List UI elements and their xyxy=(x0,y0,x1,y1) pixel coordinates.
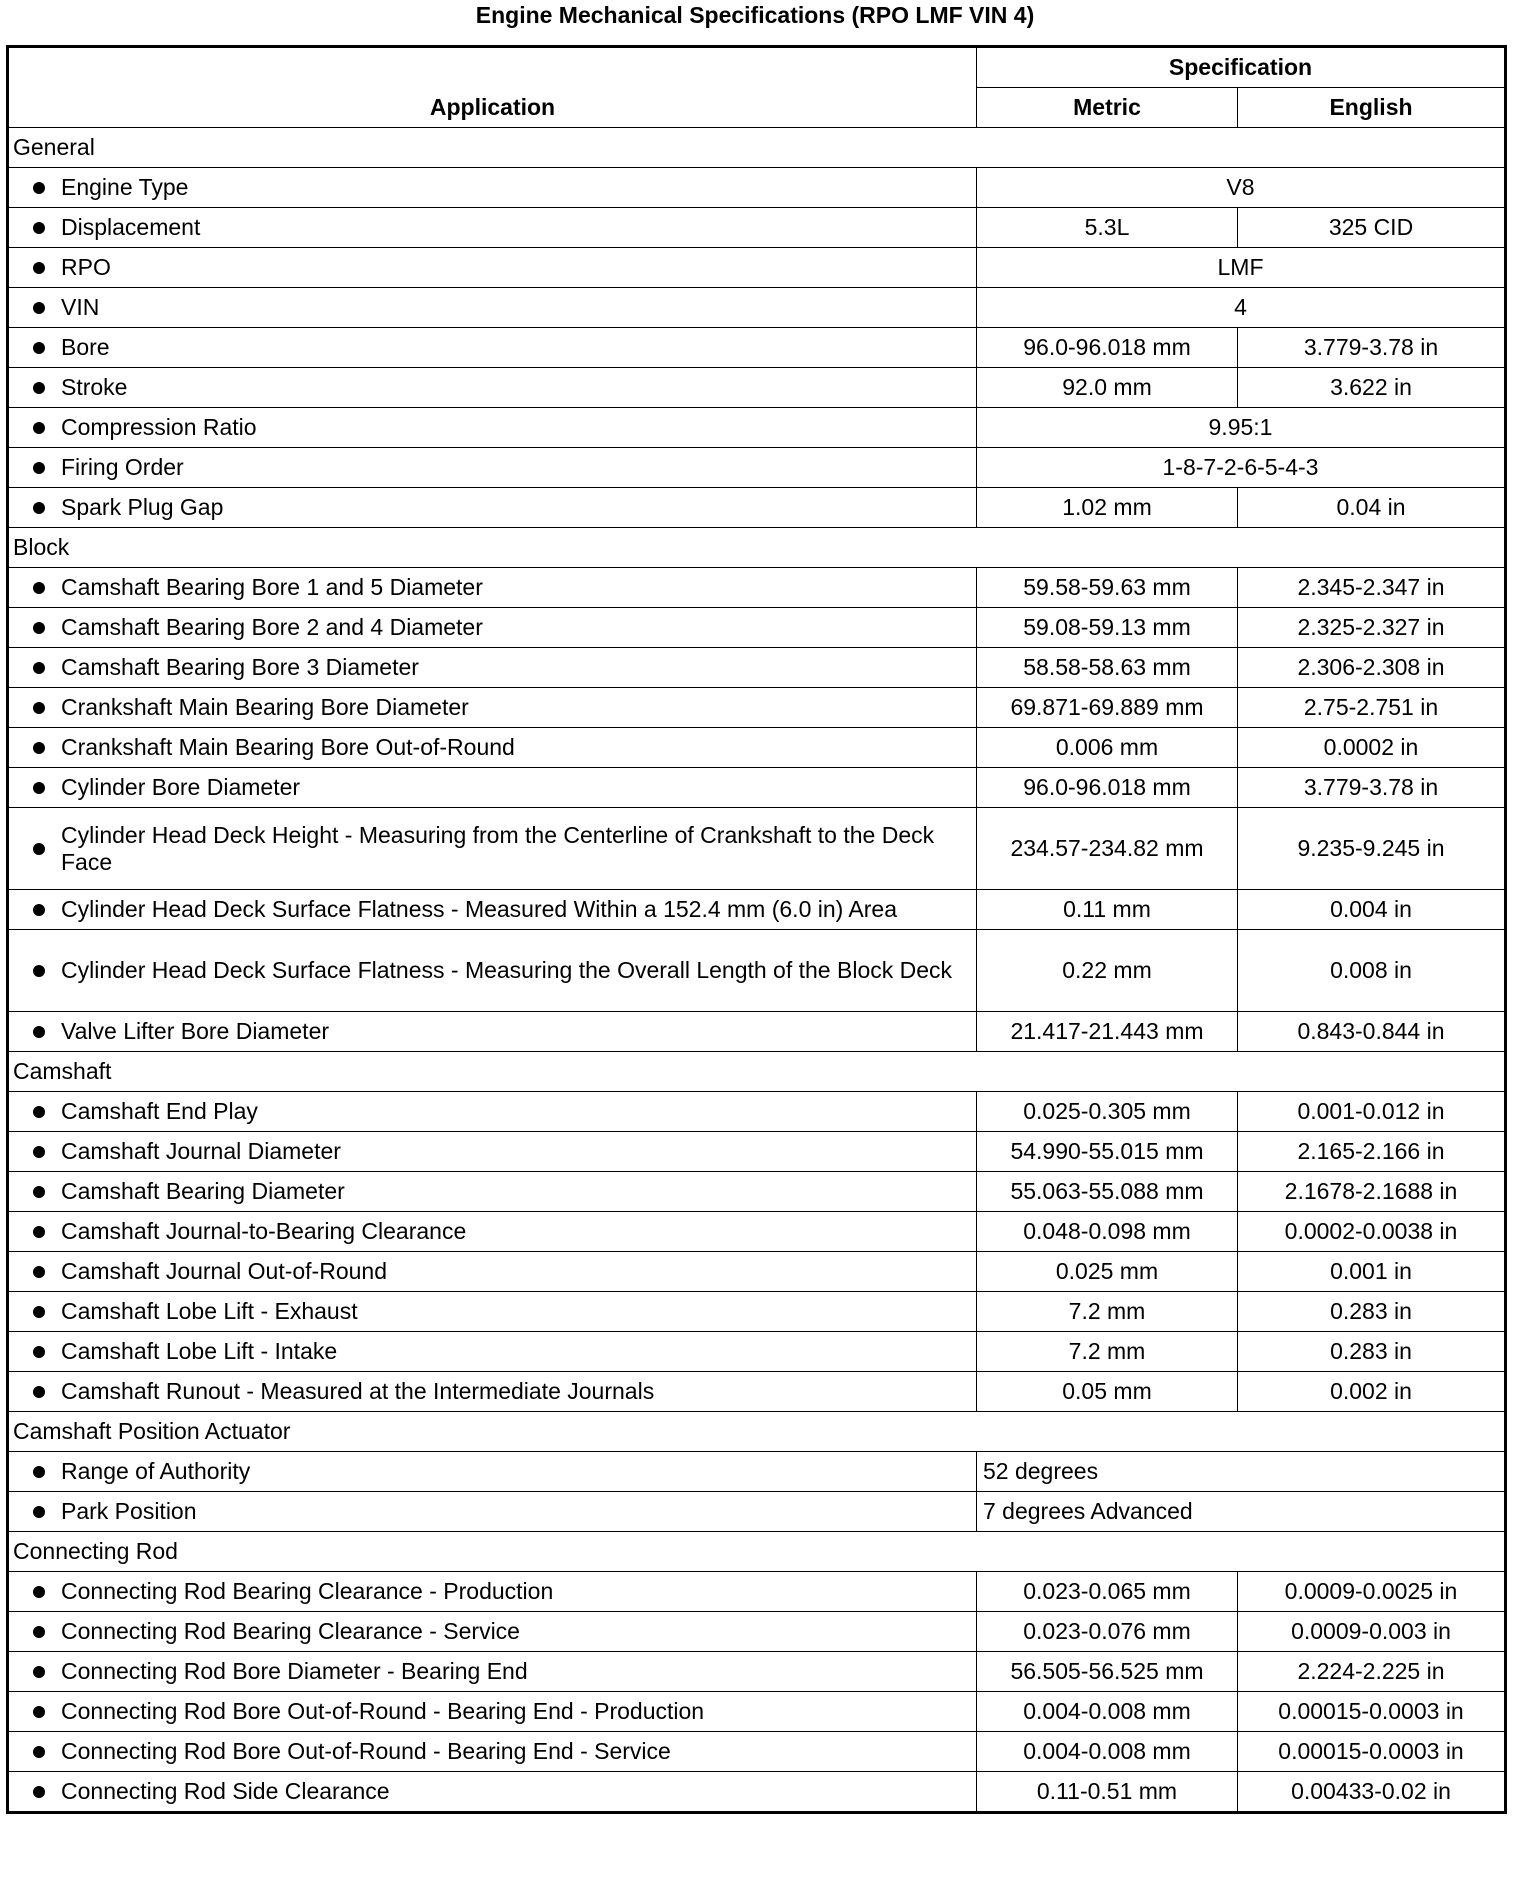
application-label: Camshaft Runout - Measured at the Intermediate Journals xyxy=(61,1378,655,1404)
english-value: 0.0009-0.003 in xyxy=(1238,1612,1506,1652)
application-cell xyxy=(8,1652,977,1692)
metric-value: 21.417-21.443 mm xyxy=(977,1012,1238,1052)
application-label: Stroke xyxy=(61,374,128,400)
table-row xyxy=(8,1492,1506,1532)
application-cell xyxy=(8,608,977,648)
bullet-icon xyxy=(33,462,45,474)
english-value: 0.00433-0.02 in xyxy=(1238,1772,1506,1813)
bullet-icon xyxy=(33,222,45,234)
metric-value: 7.2 mm xyxy=(977,1292,1238,1332)
bullet-icon xyxy=(33,1786,45,1798)
table-row xyxy=(8,488,1506,528)
application-label: Camshaft Lobe Lift - Intake xyxy=(61,1338,338,1364)
english-value: 0.00015-0.0003 in xyxy=(1238,1732,1506,1772)
application-label: Connecting Rod Side Clearance xyxy=(61,1778,390,1804)
table-row xyxy=(8,930,1506,1012)
application-cell xyxy=(8,448,977,488)
english-value: 2.345-2.347 in xyxy=(1238,568,1506,608)
application-cell xyxy=(8,288,977,328)
table-row xyxy=(8,688,1506,728)
table-row xyxy=(8,1252,1506,1292)
application-cell xyxy=(8,368,977,408)
english-value: 2.224-2.225 in xyxy=(1238,1652,1506,1692)
table-row xyxy=(8,208,1506,248)
metric-value: 0.22 mm xyxy=(977,930,1238,1012)
bullet-icon xyxy=(33,1666,45,1678)
table-row xyxy=(8,368,1506,408)
specifications-table xyxy=(6,45,1507,1814)
bullet-icon xyxy=(33,502,45,514)
application-cell xyxy=(8,1692,977,1732)
application-cell xyxy=(8,328,977,368)
section-row xyxy=(8,1532,1506,1572)
english-value: 0.283 in xyxy=(1238,1292,1506,1332)
application-cell xyxy=(8,1092,977,1132)
section-title: Camshaft Position Actuator xyxy=(8,1412,1506,1452)
specification-value: 1-8-7-2-6-5-4-3 xyxy=(977,448,1506,488)
metric-value: 0.025-0.305 mm xyxy=(977,1092,1238,1132)
bullet-icon xyxy=(33,1706,45,1718)
bullet-icon xyxy=(33,302,45,314)
table-row xyxy=(8,608,1506,648)
application-cell xyxy=(8,808,977,890)
application-label: Spark Plug Gap xyxy=(61,494,224,520)
metric-value: 96.0-96.018 mm xyxy=(977,328,1238,368)
specification-value: 9.95:1 xyxy=(977,408,1506,448)
english-value: 0.0009-0.0025 in xyxy=(1238,1572,1506,1612)
bullet-icon xyxy=(33,382,45,394)
table-row xyxy=(8,808,1506,890)
metric-value: 56.505-56.525 mm xyxy=(977,1652,1238,1692)
application-cell xyxy=(8,1372,977,1412)
metric-value: 0.023-0.076 mm xyxy=(977,1612,1238,1652)
english-value: 0.04 in xyxy=(1238,488,1506,528)
table-row xyxy=(8,1332,1506,1372)
application-label: Camshaft Lobe Lift - Exhaust xyxy=(61,1298,358,1324)
bullet-icon xyxy=(33,904,45,916)
table-row xyxy=(8,1772,1506,1813)
section-title: Block xyxy=(8,528,1506,568)
bullet-icon xyxy=(33,622,45,634)
application-label: Connecting Rod Bore Diameter - Bearing End xyxy=(61,1658,528,1684)
specification-header: Specification xyxy=(977,47,1506,88)
english-value: 0.0002 in xyxy=(1238,728,1506,768)
application-label: Connecting Rod Bearing Clearance - Service xyxy=(61,1618,520,1644)
bullet-icon xyxy=(33,1466,45,1478)
english-header: English xyxy=(1238,88,1506,128)
metric-value: 0.025 mm xyxy=(977,1252,1238,1292)
application-cell xyxy=(8,648,977,688)
application-label: Camshaft Bearing Bore 3 Diameter xyxy=(61,654,419,680)
metric-value: 0.006 mm xyxy=(977,728,1238,768)
table-row xyxy=(8,1172,1506,1212)
bullet-icon xyxy=(33,1026,45,1038)
application-label: Compression Ratio xyxy=(61,414,257,440)
metric-value: 55.063-55.088 mm xyxy=(977,1172,1238,1212)
table-row xyxy=(8,1572,1506,1612)
application-cell xyxy=(8,1212,977,1252)
english-value: 3.622 in xyxy=(1238,368,1506,408)
english-value: 2.75-2.751 in xyxy=(1238,688,1506,728)
english-value: 2.1678-2.1688 in xyxy=(1238,1172,1506,1212)
application-label: Crankshaft Main Bearing Bore Diameter xyxy=(61,694,469,720)
application-label: Camshaft Bearing Bore 1 and 5 Diameter xyxy=(61,574,483,600)
table-row xyxy=(8,408,1506,448)
english-value: 325 CID xyxy=(1238,208,1506,248)
english-value: 0.00015-0.0003 in xyxy=(1238,1692,1506,1732)
application-label: Engine Type xyxy=(61,174,189,200)
application-cell xyxy=(8,1012,977,1052)
bullet-icon xyxy=(33,1346,45,1358)
english-value: 0.001-0.012 in xyxy=(1238,1092,1506,1132)
application-label: Firing Order xyxy=(61,454,184,480)
application-label: Range of Authority xyxy=(61,1458,251,1484)
application-label: Bore xyxy=(61,334,110,360)
metric-value: 0.023-0.065 mm xyxy=(977,1572,1238,1612)
table-row xyxy=(8,1092,1506,1132)
metric-value: 69.871-69.889 mm xyxy=(977,688,1238,728)
application-cell xyxy=(8,768,977,808)
metric-value: 54.990-55.015 mm xyxy=(977,1132,1238,1172)
application-label: Connecting Rod Bore Out-of-Round - Bearing End - Service xyxy=(61,1738,671,1764)
bullet-icon xyxy=(33,422,45,434)
metric-value: 0.11 mm xyxy=(977,890,1238,930)
table-row xyxy=(8,890,1506,930)
application-cell xyxy=(8,1172,977,1212)
application-cell xyxy=(8,1132,977,1172)
metric-value: 0.11-0.51 mm xyxy=(977,1772,1238,1813)
table-row xyxy=(8,1212,1506,1252)
bullet-icon xyxy=(33,262,45,274)
table-row xyxy=(8,768,1506,808)
bullet-icon xyxy=(33,662,45,674)
metric-value: 234.57-234.82 mm xyxy=(977,808,1238,890)
bullet-icon xyxy=(33,1146,45,1158)
bullet-icon xyxy=(33,782,45,794)
section-title: Camshaft xyxy=(8,1052,1506,1092)
application-label: Camshaft Bearing Diameter xyxy=(61,1178,345,1204)
table-row xyxy=(8,1692,1506,1732)
application-header: Application xyxy=(8,47,977,128)
bullet-icon xyxy=(33,1186,45,1198)
application-label: Connecting Rod Bore Out-of-Round - Bearing End - Production xyxy=(61,1698,705,1724)
table-row xyxy=(8,568,1506,608)
table-row xyxy=(8,1652,1506,1692)
application-cell xyxy=(8,1492,977,1532)
application-cell xyxy=(8,408,977,448)
bullet-icon xyxy=(33,1386,45,1398)
bullet-icon xyxy=(33,582,45,594)
bullet-icon xyxy=(33,965,45,977)
application-label: Cylinder Head Deck Surface Flatness - Measured Within a 152.4 mm (6.0 in) Area xyxy=(61,896,898,922)
specification-value: V8 xyxy=(977,168,1506,208)
application-label: Valve Lifter Bore Diameter xyxy=(61,1018,330,1044)
english-value: 3.779-3.78 in xyxy=(1238,768,1506,808)
application-cell xyxy=(8,1292,977,1332)
table-row xyxy=(8,248,1506,288)
bullet-icon xyxy=(33,1226,45,1238)
metric-value: 58.58-58.63 mm xyxy=(977,648,1238,688)
application-label: RPO xyxy=(61,254,111,280)
english-value: 2.165-2.166 in xyxy=(1238,1132,1506,1172)
application-cell xyxy=(8,728,977,768)
metric-value: 0.004-0.008 mm xyxy=(977,1692,1238,1732)
bullet-icon xyxy=(33,1266,45,1278)
application-cell xyxy=(8,688,977,728)
application-cell xyxy=(8,488,977,528)
application-cell xyxy=(8,1252,977,1292)
english-value: 0.0002-0.0038 in xyxy=(1238,1212,1506,1252)
bullet-icon xyxy=(33,182,45,194)
table-row xyxy=(8,168,1506,208)
specification-value: 4 xyxy=(977,288,1506,328)
table-row xyxy=(8,1292,1506,1332)
section-title: Connecting Rod xyxy=(8,1532,1506,1572)
application-label: Camshaft Journal Out-of-Round xyxy=(61,1258,387,1284)
bullet-icon xyxy=(33,1586,45,1598)
metric-value: 0.048-0.098 mm xyxy=(977,1212,1238,1252)
application-cell xyxy=(8,568,977,608)
metric-value: 7.2 mm xyxy=(977,1332,1238,1372)
application-label: Cylinder Head Deck Surface Flatness - Measuring the Overall Length of the Block Deck xyxy=(61,957,953,983)
application-cell xyxy=(8,1452,977,1492)
application-cell xyxy=(8,168,977,208)
table-row xyxy=(8,1132,1506,1172)
english-value: 0.008 in xyxy=(1238,930,1506,1012)
specification-value: 7 degrees Advanced xyxy=(977,1492,1506,1532)
english-value: 0.004 in xyxy=(1238,890,1506,930)
application-label: Cylinder Bore Diameter xyxy=(61,774,301,800)
section-row xyxy=(8,128,1506,168)
bullet-icon xyxy=(33,1746,45,1758)
section-row xyxy=(8,1412,1506,1452)
bullet-icon xyxy=(33,1506,45,1518)
table-row xyxy=(8,288,1506,328)
section-row xyxy=(8,528,1506,568)
table-row xyxy=(8,1612,1506,1652)
application-label: Camshaft End Play xyxy=(61,1098,258,1124)
application-label: Crankshaft Main Bearing Bore Out-of-Round xyxy=(61,734,515,760)
bullet-icon xyxy=(33,702,45,714)
english-value: 2.325-2.327 in xyxy=(1238,608,1506,648)
metric-value: 59.08-59.13 mm xyxy=(977,608,1238,648)
page-title: Engine Mechanical Specifications (RPO LMF VIN 4) xyxy=(475,2,1035,28)
application-label: Camshaft Bearing Bore 2 and 4 Diameter xyxy=(61,614,483,640)
application-label: Park Position xyxy=(61,1498,197,1524)
application-cell xyxy=(8,1572,977,1612)
application-label: VIN xyxy=(61,294,100,320)
bullet-icon xyxy=(33,1626,45,1638)
section-row xyxy=(8,1052,1506,1092)
application-cell xyxy=(8,890,977,930)
application-label: Connecting Rod Bearing Clearance - Production xyxy=(61,1578,554,1604)
bullet-icon xyxy=(33,1306,45,1318)
application-label: Cylinder Head Deck Height - Measuring from the Centerline of Crankshaft to the Deck Face xyxy=(61,821,935,875)
application-label: Camshaft Journal Diameter xyxy=(61,1138,341,1164)
metric-value: 1.02 mm xyxy=(977,488,1238,528)
table-row xyxy=(8,728,1506,768)
table-row xyxy=(8,328,1506,368)
metric-value: 0.004-0.008 mm xyxy=(977,1732,1238,1772)
table-row xyxy=(8,1012,1506,1052)
application-cell xyxy=(8,1612,977,1652)
metric-value: 0.05 mm xyxy=(977,1372,1238,1412)
english-value: 0.002 in xyxy=(1238,1372,1506,1412)
bullet-icon xyxy=(33,843,45,855)
table-row xyxy=(8,648,1506,688)
metric-value: 96.0-96.018 mm xyxy=(977,768,1238,808)
english-value: 0.283 in xyxy=(1238,1332,1506,1372)
table-row xyxy=(8,1452,1506,1492)
english-value: 0.001 in xyxy=(1238,1252,1506,1292)
metric-value: 92.0 mm xyxy=(977,368,1238,408)
metric-header: Metric xyxy=(977,88,1238,128)
application-cell xyxy=(8,1732,977,1772)
specification-value: 52 degrees xyxy=(977,1452,1506,1492)
bullet-icon xyxy=(33,742,45,754)
bullet-icon xyxy=(33,342,45,354)
table-row xyxy=(8,1372,1506,1412)
english-value: 3.779-3.78 in xyxy=(1238,328,1506,368)
application-cell xyxy=(8,1332,977,1372)
english-value: 2.306-2.308 in xyxy=(1238,648,1506,688)
metric-value: 59.58-59.63 mm xyxy=(977,568,1238,608)
table-row xyxy=(8,1732,1506,1772)
english-value: 0.843-0.844 in xyxy=(1238,1012,1506,1052)
application-cell xyxy=(8,208,977,248)
section-title: General xyxy=(8,128,1506,168)
bullet-icon xyxy=(33,1106,45,1118)
application-cell xyxy=(8,248,977,288)
application-cell xyxy=(8,1772,977,1813)
application-label: Camshaft Journal-to-Bearing Clearance xyxy=(61,1218,467,1244)
application-label: Displacement xyxy=(61,214,201,240)
specification-value: LMF xyxy=(977,248,1506,288)
english-value: 9.235-9.245 in xyxy=(1238,808,1506,890)
application-cell xyxy=(8,930,977,1012)
table-row xyxy=(8,448,1506,488)
metric-value: 5.3L xyxy=(977,208,1238,248)
